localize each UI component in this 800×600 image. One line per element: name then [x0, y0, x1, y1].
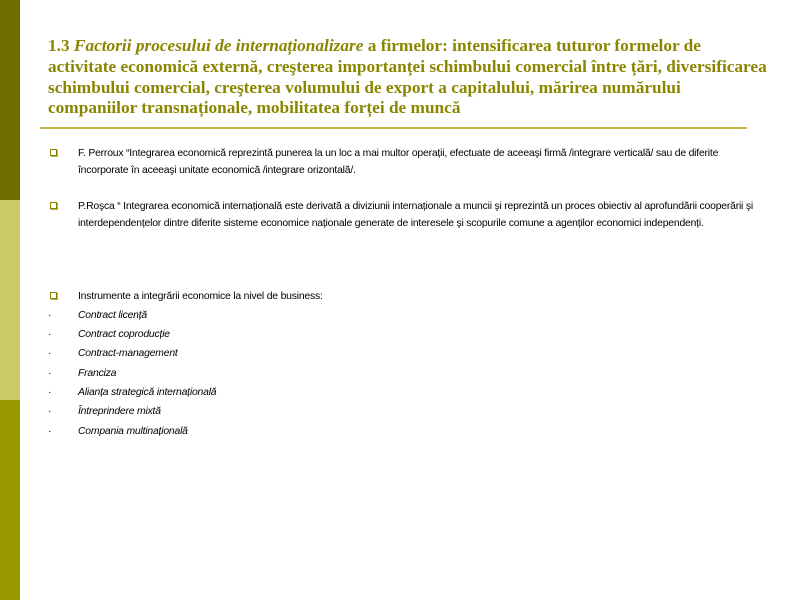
list-item [48, 404, 748, 422]
square-bullet-icon [50, 149, 57, 156]
list-item [48, 424, 748, 442]
square-bullet-icon [50, 202, 57, 209]
list-item-text: Compania multinațională [78, 426, 188, 437]
bullet-text: Instrumente a integrării economice la nivel de business: [78, 291, 323, 302]
bullet-text: F. Perroux “Integrarea economică reprezintă punerea la un loc a mai multor operații, efectuate de aceeaşi firmă /integrare verticală/ sau de diferite încorporate în aceeaşi unitate economică /integrare orizontală/. [78, 148, 719, 176]
list-item-text: Întreprindere mixtă [78, 406, 161, 417]
title-underline [40, 127, 747, 129]
dot-marker: · [48, 348, 52, 359]
side-bar-bottom [0, 400, 20, 600]
dot-marker: · [48, 310, 52, 321]
list-item [48, 327, 748, 345]
title-rest: a firmelor: intensificarea tuturor formelor de activitate economică externă, creşterea importanței schimbului comercial între țări, diversificarea schimbului comercial, creşterea volumului de export a capitalului, mărirea numărului companiilor transnaționale, mobilitatea forței de muncă [48, 36, 767, 118]
dot-marker: · [48, 329, 52, 340]
list-item-text: Contract coproducție [78, 329, 170, 340]
square-bullet-icon [50, 292, 57, 299]
list-item [48, 385, 748, 403]
dot-marker: · [48, 406, 52, 417]
list-item [48, 346, 748, 364]
bullet-text: P.Roşca “ Integrarea economică internațională este derivată a diviziunii internaționale a muncii şi reprezintă un proces obiectiv al aprofundării cooperării şi interdependențelor dintre diferite sisteme economice naționale generate de interesele şi scopurile comune a agenților economici independenți. [78, 201, 753, 229]
side-bar-middle [0, 200, 20, 400]
title-emphasis: Factorii procesului de internaționalizare [73, 36, 364, 55]
list-item-text: Contract licență [78, 310, 147, 321]
title-prefix: 1.3 [48, 36, 74, 55]
bullet-item [48, 146, 760, 179]
bullet-item [48, 289, 760, 306]
dot-marker: · [48, 387, 52, 398]
list-item [48, 308, 748, 326]
dot-marker: · [48, 426, 52, 437]
list-item-text: Franciza [78, 368, 117, 379]
slide-title [48, 36, 768, 119]
list-item-text: Contract-management [78, 348, 178, 359]
list-item-text: Alianța strategică internațională [78, 387, 217, 398]
side-bar-top [0, 0, 20, 200]
bullet-item [48, 199, 760, 232]
list-item [48, 366, 748, 384]
dot-marker: · [48, 368, 52, 379]
